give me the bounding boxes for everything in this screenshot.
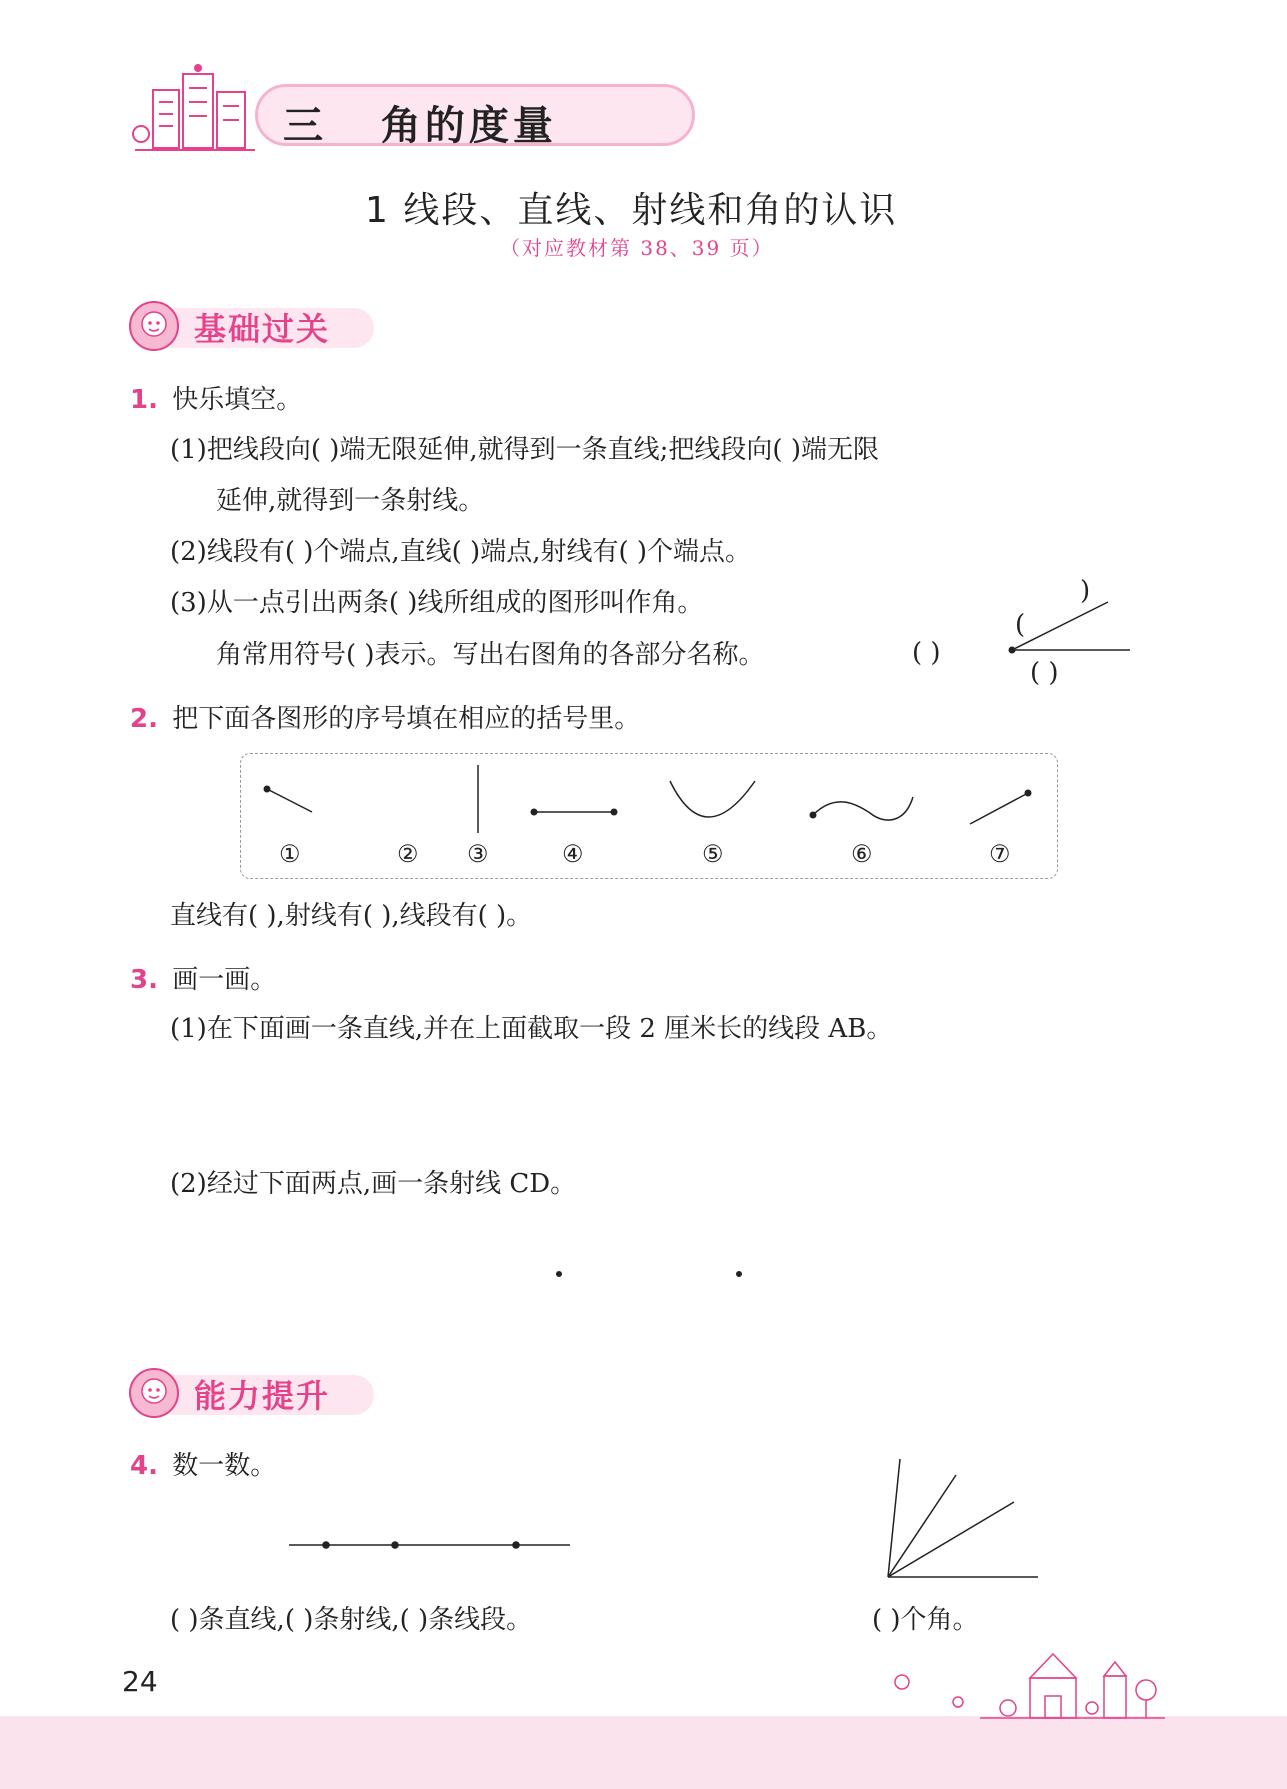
- figure-1-ray: [267, 789, 312, 812]
- point-c: [556, 1271, 562, 1277]
- figure-label-4: ④: [562, 840, 584, 868]
- q1-part1-line1: (1)把线段向( )端无限延伸,就得到一条直线;把线段向( )端无限: [170, 435, 879, 465]
- figure-label-3: ③: [467, 840, 489, 868]
- question-number: 1.: [130, 385, 158, 415]
- q4-answer-right: ( )个角。: [872, 1605, 979, 1635]
- q4-line-figure: [285, 1530, 575, 1560]
- question-number: 4.: [130, 1451, 158, 1481]
- building-illustration-icon: [125, 62, 265, 162]
- q3-points: [540, 1260, 760, 1290]
- q3-part1: (1)在下面画一条直线,并在上面截取一段 2 厘米长的线段 AB。: [170, 1014, 893, 1044]
- figure-label-7: ⑦: [989, 840, 1011, 868]
- question-text: 数一数。: [172, 1451, 277, 1481]
- chapter-name: 角的度量: [380, 103, 557, 149]
- q4-answer-left: ( )条直线,( )条射线,( )条线段。: [170, 1605, 533, 1635]
- figure-label-1: ①: [279, 840, 301, 868]
- angle-label-left: ( ): [912, 638, 941, 668]
- chapter-header: [125, 62, 575, 162]
- figure-label-5: ⑤: [702, 840, 724, 868]
- figure-7-ray: [970, 793, 1028, 824]
- angle-label-top: ): [1080, 576, 1091, 606]
- figure-5-arc: [670, 781, 755, 817]
- figure-label-6: ⑥: [851, 840, 873, 868]
- question-text: 画一画。: [172, 965, 277, 995]
- q1-part1-line2: 延伸,就得到一条射线。: [216, 486, 485, 516]
- q4-angle-figure: [880, 1455, 1040, 1585]
- figures-drawing: [240, 753, 1058, 879]
- question-2-title: [130, 702, 640, 736]
- q1-part2: (2)线段有( )个端点,直线( )端点,射线有( )个端点。: [170, 537, 752, 567]
- badge-advanced-label: 能力提升: [194, 1377, 331, 1415]
- castle-illustration-icon: [880, 1650, 1170, 1722]
- q2-answer-line: 直线有( ),射线有( ),线段有( )。: [170, 901, 533, 931]
- q1-part3-line2: 角常用符号( )表示。写出右图角的各部分名称。: [216, 640, 765, 670]
- question-number: 3.: [130, 965, 158, 995]
- question-3-title: [130, 963, 276, 997]
- page-number: 24: [122, 1665, 158, 1698]
- section-reference: （对应教材第 38、39 页）: [500, 236, 774, 260]
- q1-part3-line1: (3)从一点引出两条( )线所组成的图形叫作角。: [170, 588, 704, 618]
- badge-basic-label: 基础过关: [194, 310, 331, 348]
- question-4-title: [130, 1449, 276, 1483]
- chapter-number: 三: [283, 103, 327, 149]
- kid-mascot-icon: [128, 1367, 180, 1419]
- q3-part2: (2)经过下面两点,画一条射线 CD。: [170, 1169, 577, 1199]
- question-text: 把下面各图形的序号填在相应的括号里。: [172, 704, 641, 734]
- figure-label-2: ②: [397, 840, 419, 868]
- angle-label-bottom: ( ): [1030, 658, 1059, 688]
- section-title: 1 线段、直线、射线和角的认识: [365, 190, 898, 231]
- badge-basic: [128, 300, 378, 352]
- angle-label-mid: (: [1015, 610, 1026, 640]
- badge-advanced: [128, 1367, 378, 1419]
- question-number: 2.: [130, 704, 158, 734]
- figure-6-curve: [813, 797, 913, 820]
- question-1-title: [130, 383, 302, 417]
- question-text: 快乐填空。: [172, 385, 303, 415]
- point-d: [736, 1271, 742, 1277]
- chapter-title: [283, 94, 557, 151]
- footer-band: [0, 1716, 1287, 1789]
- kid-mascot-icon: [128, 300, 180, 352]
